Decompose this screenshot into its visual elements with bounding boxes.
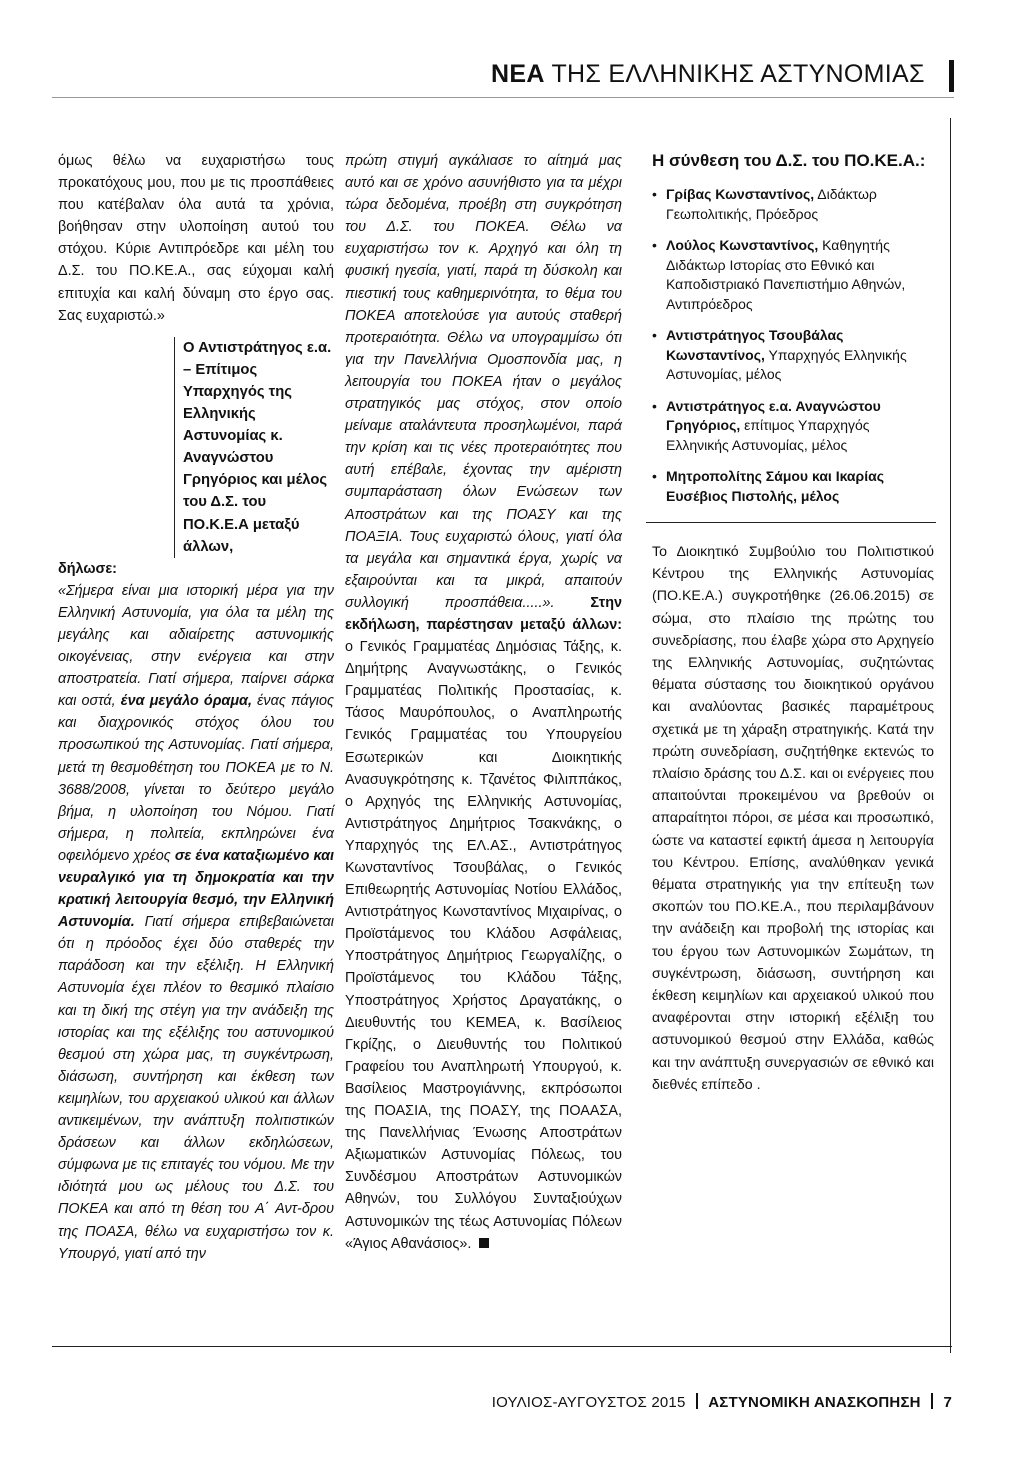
board-member [652, 467, 934, 506]
box-divider [646, 522, 936, 523]
speech-body [58, 580, 334, 1265]
board-member [652, 326, 934, 385]
board-member [652, 185, 934, 224]
board-member-name: Αντιστράτηγος Τσουβάλας Κωνσταντίνος, [666, 327, 844, 363]
footer-magazine: ΑΣΤΥΝΟΜΙΚΗ ΑΝΑΣΚΟΠΗΣΗ [708, 1394, 921, 1411]
header-title-rest: ΤΗΣ ΕΛΛΗΝΙΚΗΣ ΑΣΤΥΝΟΜΙΑΣ [551, 60, 925, 88]
bullet-icon: • [652, 186, 657, 202]
footer-page-number: 7 [943, 1394, 952, 1411]
header-title-bold: ΝΕΑ [490, 60, 545, 88]
col2-bold-lead: Στην εκδήλωση, παρέστησαν μεταξύ άλλων: [345, 594, 622, 633]
top-rule [52, 97, 954, 98]
end-mark-icon [479, 1238, 489, 1248]
board-member [652, 397, 934, 456]
bullet-icon: • [652, 397, 657, 414]
column-1 [58, 150, 334, 1265]
column-2 [345, 150, 622, 1255]
board-member-role: Υπαρχηγός Ελληνικής Αστυνομίας, μέλος [666, 346, 907, 382]
board-member-list [652, 185, 934, 506]
board-member-name: Αντιστράτηγος ε.α. Αναγνώστου Γρηγόριος, [666, 397, 881, 433]
bullet-icon: • [652, 237, 657, 253]
board-member-name: Γρίβας Κωνσταντίνος, [666, 186, 815, 202]
page-header [491, 60, 946, 89]
board-member-name: Λούλος Κωνσταντίνος, [666, 237, 819, 253]
col2-body [345, 150, 622, 1255]
speech-part-2: ένας πάγιος και διαχρονικός στόχος όλου του προσωπικού της Αστυνομίας. Γιατί σήμερα, μετά τη θεσμοθέτηση του ΠΟΚΕΑ με το Ν. 3688/2008, γίνεται το δεύτερο μεγάλο βήμα, η υλοποίηση του Νόμου. Γιατί σήμερα, η πολιτεία, εκπληρώνει ένα οφειλόμενο χρέος [58, 693, 335, 864]
board-description: Το Διοικητικό Συμβούλιο του Πολιτιστικού Κέντρου της Ελληνικής Αστυνομίας (ΠΟ.ΚΕ.Α.) συγκροτήθηκε (26.06.2015) σε σώμα, στο πλαίσιο της πρώτης του συνεδρίασης, που έλαβε χώρα στο Αρχηγείο της Ελληνικής Αστυνομίας, συζητώντας θέματα σύστασης του διοικητικού οργάνου και αναλύοντας βασικές παραμέτρους σχετικά με τη χάραξη στρατηγικής. Κατά την πρώτη συνεδρίαση, συζητήθηκε εκτενώς το πλαίσιο δράσης του Δ.Σ. και οι ενέργειες που απαιτούνται προκειμένου να βρεθούν οι απαραίτητοι πόροι, σε μέσα και προσωπικό, ώστε να καταστεί εφικτή άμεσα η λειτουργία του Κέντρου. Επίσης, αναλύθηκαν γενικά θέματα στρατηγικής για την επίτευξη των σκοπών του ΠΟ.ΚΕ.Α., που περιλαμβάνουν την ανάδειξη και προβολή της ιστορίας και του έργου των Αστυνομικών Σωμάτων, τη συγκέντρωση, διάσωση, συντήρηση και έκθεση κειμηλίων και αρχειακού υλικού που αναφέρονται στην ιστορική εξέλιξη του αστυνομικού θεσμού στην Ελλάδα, καθώς και την ανάπτυξη συνεργασιών σε εθνικό και διεθνές επίπεδο . [652, 544, 934, 1093]
bottom-rule [52, 1346, 952, 1347]
footer-separator [931, 1393, 933, 1409]
page-footer [492, 1393, 952, 1411]
speech-lead-text: δήλωσε: [58, 560, 117, 577]
board-member-role: επίτιμος Υπαρχηγός Ελληνικής Αστυνομίας, μέλος [666, 417, 870, 453]
board-member-name: Μητροπολίτης Σάμου και Ικαρίας Ευσέβιος Πιστολής, μέλος [666, 468, 884, 504]
bullet-icon: • [652, 327, 657, 343]
speech-bold-2: σε ένα καταξιωμένο και νευραλγικό για τη δημοκρατία και την κρατική λειτουργία θεσμό, την Ελληνική Αστυνομία. [58, 847, 335, 931]
board-member-role: Διδάκτωρ Γεωπολιτικής, Πρόεδρος [666, 186, 877, 222]
speaker-intro: Ο Αντιστράτηγος ε.α. – Επίτιμος Υπαρχηγός της Ελληνικής Αστυνομίας κ. Αναγνώστου Γρηγόριος και μέλος του Δ.Σ. του ΠΟ.Κ.Ε.Α μεταξύ άλλων, [174, 337, 334, 558]
speech-bold-1: ένα μεγάλο όραμα, [120, 693, 252, 710]
board-member-role: Καθηγητής Διδάκτωρ Ιστορίας στο Εθνικό και Καποδιστριακό Πανεπιστήμιο Αθηνών, Αντιπρόεδρος [666, 237, 906, 312]
board-title: Η σύνθεση του Δ.Σ. του ΠΟ.ΚΕ.Α.: [652, 151, 926, 170]
column-divider [950, 118, 951, 1353]
col2-italic-text: πρώτη στιγμή αγκάλιασε το αίτημά μας αυτό και σε χρόνο ασυνήθιστο για τα μέχρι τώρα δεδομένα, προέβη στη συγκρότηση του Δ.Σ. του ΠΟΚΕΑ. Θέλω να ευχαριστήσω τον κ. Αρχηγό και όλη τη φυσική ηγεσία, γιατί, παρά τη δύσκολη και πιεστική τους καθημερινότητα, το θέμα του ΠΟΚΕΑ αποτελούσε για αυτούς σταθερή προτεραιότητα. Θέλω να υπογραμμίσω ότι για την Πανελλήνια Ομοσπονδία μας, η λειτουργία του ΠΟΚΕΑ ήταν ο μεγάλος στρατηγικός μας στόχος, στον οποίο μείναμε αταλάντευτα προσηλωμένοι, παρά την κρίση και τις νέες προτεραιότητες που αυτή επέβαλε, έχοντας την αμέριστη συμπαράσταση όλων Ενώσεων των Αποστράτων και της ΠΟΑΣΥ και της ΠΟΑΞΙΑ. Τους ευχαριστώ όλους, γιατί όλα τα μεγάλα και σημαντικά έργα, χωρίς να εξαιρούνται και τα μικρά, απαιτούν συλλογική προσπάθεια.....». [345, 153, 622, 611]
footer-issue: ΙΟΥΛΙΟΣ-ΑΥΓΟΥΣΤΟΣ 2015 [491, 1394, 686, 1411]
header-bar [949, 60, 954, 92]
column-3 [652, 150, 934, 1096]
speech-lead [58, 558, 334, 580]
footer-separator [696, 1393, 698, 1409]
speech-part-3: Γιατί σήμερα επιβεβαιώνεται ότι η πρόοδος έχει δύο σταθερές την παράδοση και την εξέλιξη. Η Ελληνική Αστυνομία έχει πλέον το θεσμικό πλαίσιο και τη δική της στέγη για την ανάδειξη της ιστορίας και της εξέλιξης του αστυνομικού θεσμού στη χώρα μας, τη συγκέντρωση, διάσωση, συντήρηση και έκθεση των κειμηλίων, του αρχειακού υλικού και άλλων αντικειμένων, την ανάπτυξη πολιτιστικών δράσεων και άλλων εκδηλώσεων, σύμφωνα με τις επιταγές του νόμου. Με την ιδιότητά μου ως μέλους του Δ.Σ. του ΠΟΚΕΑ και από τη θέση του Α΄ Αντ-δρου της ΠΟΑΣΑ, θέλω να ευχαριστήσω τον κ. Υπουργό, γιατί από την [58, 914, 335, 1262]
speech-part-1: «Σήμερα είναι μια ιστορική μέρα για την Ελληνική Αστυνομία, για όλα τα μέλη της μεγάλης και αδιαίρετης αστυνομικής οικογένειας, στην ενέργεια και στην αποστρατεία. Γιατί σήμερα, παίρνει σάρκα και οστά, [58, 582, 334, 710]
bullet-icon: • [652, 468, 657, 484]
board-member [652, 236, 934, 314]
col2-attendees: ο Γενικός Γραμματέας Δημόσιας Τάξης, κ. Δημήτρης Αναγνωστάκης, ο Γενικός Γραμματέας Πολιτικής Προστασίας, κ. Τάσος Μαυρόπουλος, ο Αναπληρωτής Γενικός Γραμματέας του Υπουργείου Εσωτερικών και Διοικητικής Ανασυγκρότησης κ. Τζανέτος Φιλιππάκος, ο Αρχηγός της Ελληνικής Αστυνομίας, Αντιστράτηγος Δημήτριος Τσακνάκης, ο Υπαρχηγός της ΕΛ.ΑΣ., Αντιστράτηγος Κωνσταντίνος Τσουβάλας, ο Γενικός Επιθεωρητής Αστυνομίας Νοτίου Ελλάδος, Αντιστράτηγος Κωνσταντίνος Μιχαιρίνας, ο Προϊστάμενος του Κλάδου Ασφάλειας, Υποστράτηγος Δημήτριος Γεωργαλίζης, ο Προϊστάμενος του Κλάδου Τάξης, Υποστράτηγος Χρήστος Δραγατάκης, ο Διευθυντής του ΚΕΜΕΑ, κ. Βασίλειος Γκρίζης, ο Διευθυντής του Πολιτικού Γραφείου του Αναπληρωτή Υπουργού, κ. Βασίλειος Μαστρογιάννης, εκπρόσωποι της ΠΟΑΣΙΑ, της ΠΟΑΣΥ, της ΠΟΑΑΣΑ, της Πανελλήνιας Ένωσης Αποστράτων Αξιωματικών Αστυνομίας Πόλεως, του Συνδέσμου Αποστράτων Αστυνομικών Αθηνών, του Συλλόγου Συνταξιούχων Αστυνομικών της τέως Αστυνομίας Πόλεων «Άγιος Αθανάσιος». [345, 639, 622, 1252]
col1-intro: όμως θέλω να ευχαριστήσω τους προκατόχους μου, που με τις προσπάθειες που κατέβαλαν όλα αυτά τα χρόνια, βοήθησαν στην υλοποίηση αυτού του στόχου. Κύριε Αντιπρόεδρε και μέλη του Δ.Σ. του ΠΟ.ΚΕ.Α., σας εύχομαι καλή επιτυχία και καλή δύναμη στο έργο σας. Σας ευχαριστώ.» [58, 153, 334, 324]
